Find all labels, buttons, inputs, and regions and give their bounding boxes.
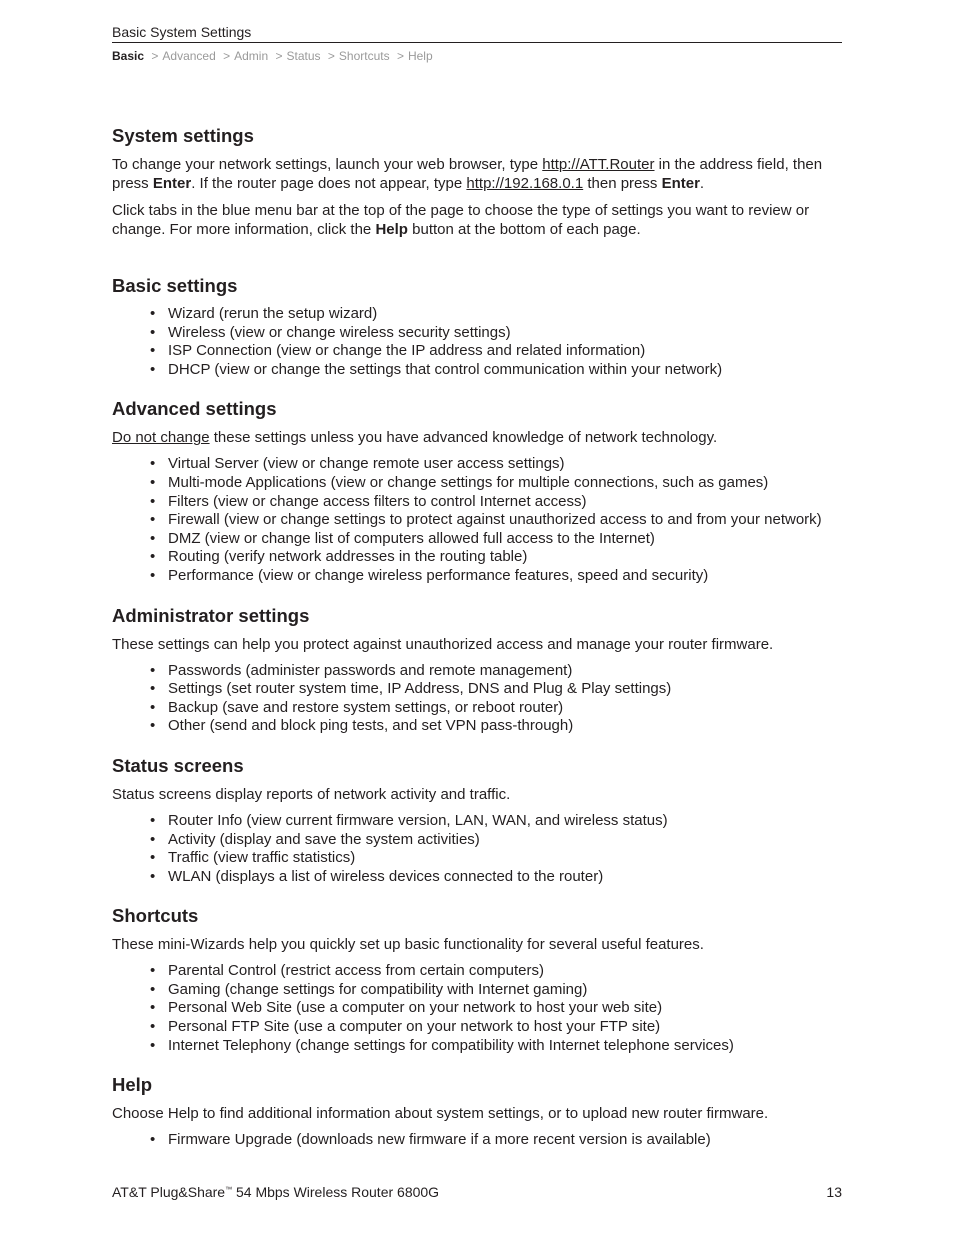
- status-screens-intro: Status screens display reports of network activity and traffic.: [112, 785, 511, 803]
- system-settings-paragraph-1: [112, 155, 852, 193]
- list-item: • Filters (view or change access filters to control Internet access): [150, 493, 852, 512]
- list-item: • WLAN (displays a list of wireless devices connected to the router): [150, 868, 852, 887]
- basic-settings-list: [112, 305, 852, 379]
- breadcrumb-item-advanced: Advanced: [162, 49, 216, 63]
- list-item: • ISP Connection (view or change the IP address and related information): [150, 342, 852, 361]
- help-keyword: Help: [375, 221, 408, 238]
- text: then press: [583, 175, 662, 192]
- status-screens-list: [112, 812, 852, 886]
- list-item: • Wizard (rerun the setup wizard): [150, 305, 852, 324]
- list-item: • Parental Control (restrict access from certain computers): [150, 962, 852, 981]
- shortcuts-heading: Shortcuts: [112, 905, 199, 927]
- list-item: • DHCP (view or change the settings that control communication within your network): [150, 361, 852, 380]
- product-suffix: 54 Mbps Wireless Router 6800G: [232, 1184, 440, 1200]
- list-item: • Virtual Server (view or change remote user access settings): [150, 455, 852, 474]
- list-item: • Router Info (view current firmware version, LAN, WAN, and wireless status): [150, 812, 852, 831]
- product-name: [112, 1184, 439, 1200]
- list-item: • Passwords (administer passwords and remote management): [150, 662, 852, 681]
- help-list: [112, 1131, 852, 1150]
- advanced-settings-intro: [112, 428, 852, 447]
- advanced-settings-section: [112, 397, 852, 585]
- enter-keyword: Enter: [661, 175, 700, 192]
- basic-settings-heading: Basic settings: [112, 275, 238, 296]
- header-rule: [112, 42, 842, 43]
- system-settings-section: [112, 124, 852, 239]
- do-not-change-text: Do not change: [112, 429, 210, 447]
- administrator-settings-intro: These settings can help you protect against unauthorized access and manage your router firmware.: [112, 635, 774, 653]
- text: these settings unless you have advanced knowledge of network technology.: [209, 429, 718, 447]
- advanced-settings-heading: Advanced settings: [112, 398, 277, 420]
- help-heading: Help: [112, 1074, 153, 1096]
- system-settings-heading: System settings: [112, 125, 254, 146]
- breadcrumb: [112, 49, 842, 63]
- system-settings-paragraph-2: [112, 201, 852, 239]
- help-section: [112, 1073, 852, 1150]
- breadcrumb-current: Basic: [112, 49, 145, 63]
- list-item: • Personal Web Site (use a computer on your network to host your web site): [150, 999, 852, 1018]
- breadcrumb-item-shortcuts: Shortcuts: [338, 49, 390, 63]
- trademark-symbol: ™: [225, 1186, 233, 1194]
- page-header: [112, 24, 842, 63]
- list-item: • Routing (verify network addresses in the routing table): [150, 548, 852, 567]
- enter-keyword: Enter: [152, 175, 192, 192]
- text: . If the router page does not appear, type: [191, 175, 467, 192]
- text: Click tabs in the blue menu bar at the top of the page to choose the type of settings you want to review or change. For more information, click the: [112, 202, 810, 238]
- page-number: 13: [826, 1184, 842, 1200]
- section-title: Basic System Settings: [112, 24, 252, 40]
- breadcrumb-item-help: Help: [407, 49, 433, 63]
- shortcuts-intro: These mini-Wizards help you quickly set up basic functionality for several useful features.: [112, 936, 704, 954]
- breadcrumb-item-admin: Admin: [234, 49, 269, 63]
- shortcuts-list: [112, 962, 852, 1055]
- administrator-settings-list: [112, 662, 852, 736]
- advanced-settings-list: [112, 455, 852, 585]
- att-router-link[interactable]: http://ATT.Router: [542, 156, 655, 173]
- status-screens-heading: Status screens: [112, 754, 244, 776]
- list-item: • Firewall (view or change settings to protect against unauthorized access to and from your network): [150, 511, 852, 530]
- list-item: • Activity (display and save the system activities): [150, 831, 852, 850]
- list-item: • Multi-mode Applications (view or change settings for multiple connections, such as games): [150, 474, 852, 493]
- list-item: • Wireless (view or change wireless security settings): [150, 324, 852, 343]
- product-prefix: AT&T Plug&Share: [112, 1184, 226, 1200]
- router-ip-link[interactable]: http://192.168.0.1: [466, 175, 584, 192]
- main-content: [112, 124, 852, 1168]
- breadcrumb-separator: >: [396, 49, 404, 63]
- administrator-settings-heading: Administrator settings: [112, 604, 310, 626]
- list-item: • Traffic (view traffic statistics): [150, 849, 852, 868]
- text: button at the bottom of each page.: [407, 221, 641, 238]
- list-item: • Settings (set router system time, IP Address, DNS and Plug & Play settings): [150, 680, 852, 699]
- breadcrumb-item-status: Status: [286, 49, 321, 63]
- status-screens-section: [112, 754, 852, 886]
- shortcuts-section: [112, 904, 852, 1055]
- list-item: • Internet Telephony (change settings for compatibility with Internet telephone services): [150, 1037, 852, 1056]
- text: .: [699, 175, 705, 192]
- text: To change your network settings, launch your web browser, type: [112, 156, 543, 173]
- list-item: • Firmware Upgrade (downloads new firmware if a more recent version is available): [150, 1131, 852, 1150]
- list-item: • Performance (view or change wireless performance features, speed and security): [150, 567, 852, 586]
- list-item: • DMZ (view or change list of computers allowed full access to the Internet): [150, 530, 852, 549]
- basic-settings-section: [112, 274, 852, 379]
- list-item: • Personal FTP Site (use a computer on your network to host your FTP site): [150, 1018, 852, 1037]
- administrator-settings-section: [112, 604, 852, 736]
- page-footer: [112, 1184, 842, 1200]
- list-item: • Backup (save and restore system settings, or reboot router): [150, 699, 852, 718]
- help-intro: Choose Help to find additional information about system settings, or to upload new router firmware.: [112, 1105, 769, 1123]
- list-item: • Other (send and block ping tests, and set VPN pass-through): [150, 717, 852, 736]
- breadcrumb-separator: >: [275, 49, 283, 63]
- list-item: • Gaming (change settings for compatibility with Internet gaming): [150, 981, 852, 1000]
- text: in the address field, then press: [112, 156, 823, 192]
- breadcrumb-separator: >: [223, 49, 231, 63]
- breadcrumb-separator: >: [327, 49, 335, 63]
- breadcrumb-separator: >: [151, 49, 159, 63]
